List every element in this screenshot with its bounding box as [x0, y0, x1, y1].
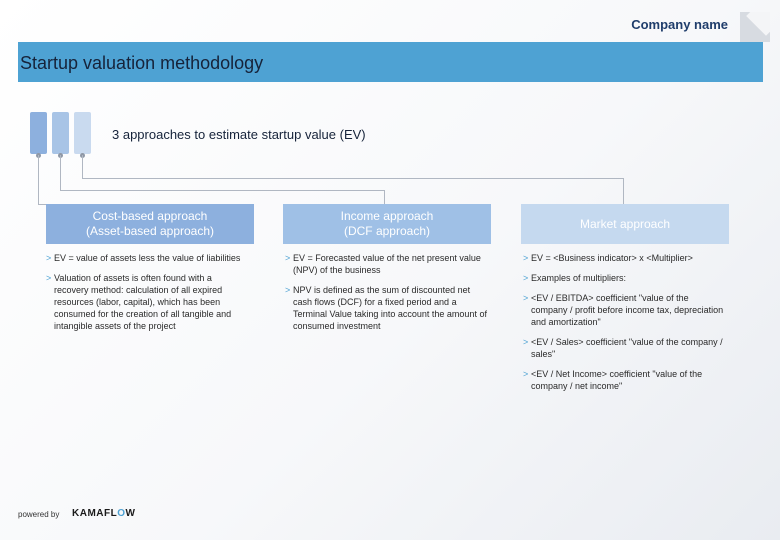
list-item: > Valuation of assets is often found with a recovery method: calculation of all expired resources (labor, capital), which has been consumed for the creation of all tangible and intangible assets of the project [46, 273, 232, 331]
connector-line [82, 155, 83, 179]
cost-approach-header [46, 204, 254, 244]
connector-line [384, 190, 385, 204]
connector-line [38, 155, 39, 205]
kamaflow-logo: KAMAFLOW [72, 508, 136, 519]
approach-tab-3 [74, 112, 91, 154]
list-item: > Examples of multipliers: [523, 273, 627, 283]
approach-tab-1 [30, 112, 47, 154]
company-name: Company name [631, 17, 728, 32]
chevron-right-icon: > [46, 273, 52, 283]
connector-line [623, 178, 624, 204]
list-item: > NPV is defined as the sum of discounted net cash flows (DCF) for a fixed period and a Terminal Value taking into account the amount of consumed investment [285, 285, 487, 331]
chevron-right-icon: > [285, 285, 291, 295]
chevron-right-icon: > [523, 337, 529, 347]
connector-line [60, 190, 384, 191]
section-subtitle: 3 approaches to estimate startup value (EV) [112, 127, 366, 142]
list-item: > EV = <Business indicator> x <Multiplier> [523, 253, 693, 263]
market-approach-title: Market approach [579, 216, 671, 231]
market-approach-header [521, 204, 729, 244]
page-corner-decoration [740, 12, 770, 42]
income-approach-bullets [287, 252, 489, 340]
cost-approach-subtitle: (Asset-based approach) [85, 224, 215, 238]
list-item: > <EV / Net Income> coefficient "value of the company / net income" [523, 369, 703, 391]
approach-tab-2 [52, 112, 69, 154]
connector-line [60, 155, 61, 191]
cost-approach-bullets [48, 252, 248, 340]
income-approach-subtitle: (DCF approach) [343, 224, 430, 238]
list-item: > EV = Forecasted value of the net present value (NPV) of the business [285, 253, 481, 275]
market-approach-bullets [525, 252, 725, 400]
list-item: > <EV / Sales> coefficient "value of the company / sales" [523, 337, 723, 359]
income-approach-title: Income approach [340, 209, 434, 223]
page-title: Startup valuation methodology [20, 53, 264, 73]
title-bar [18, 42, 763, 82]
connector-line [82, 178, 623, 179]
chevron-right-icon: > [523, 369, 529, 379]
chevron-right-icon: > [285, 253, 291, 263]
chevron-right-icon: > [46, 253, 52, 263]
chevron-right-icon: > [523, 293, 529, 303]
income-approach-header [283, 204, 491, 244]
list-item: > <EV / EBITDA> coefficient "value of the company / profit before income tax, depreciation and amortization" [523, 293, 724, 327]
cost-approach-title: Cost-based approach [92, 209, 208, 223]
connector-line [38, 204, 46, 205]
chevron-right-icon: > [523, 273, 529, 283]
chevron-right-icon: > [523, 253, 529, 263]
powered-by-label: powered by [18, 510, 60, 519]
list-item: > EV = value of assets less the value of liabilities [46, 253, 241, 263]
